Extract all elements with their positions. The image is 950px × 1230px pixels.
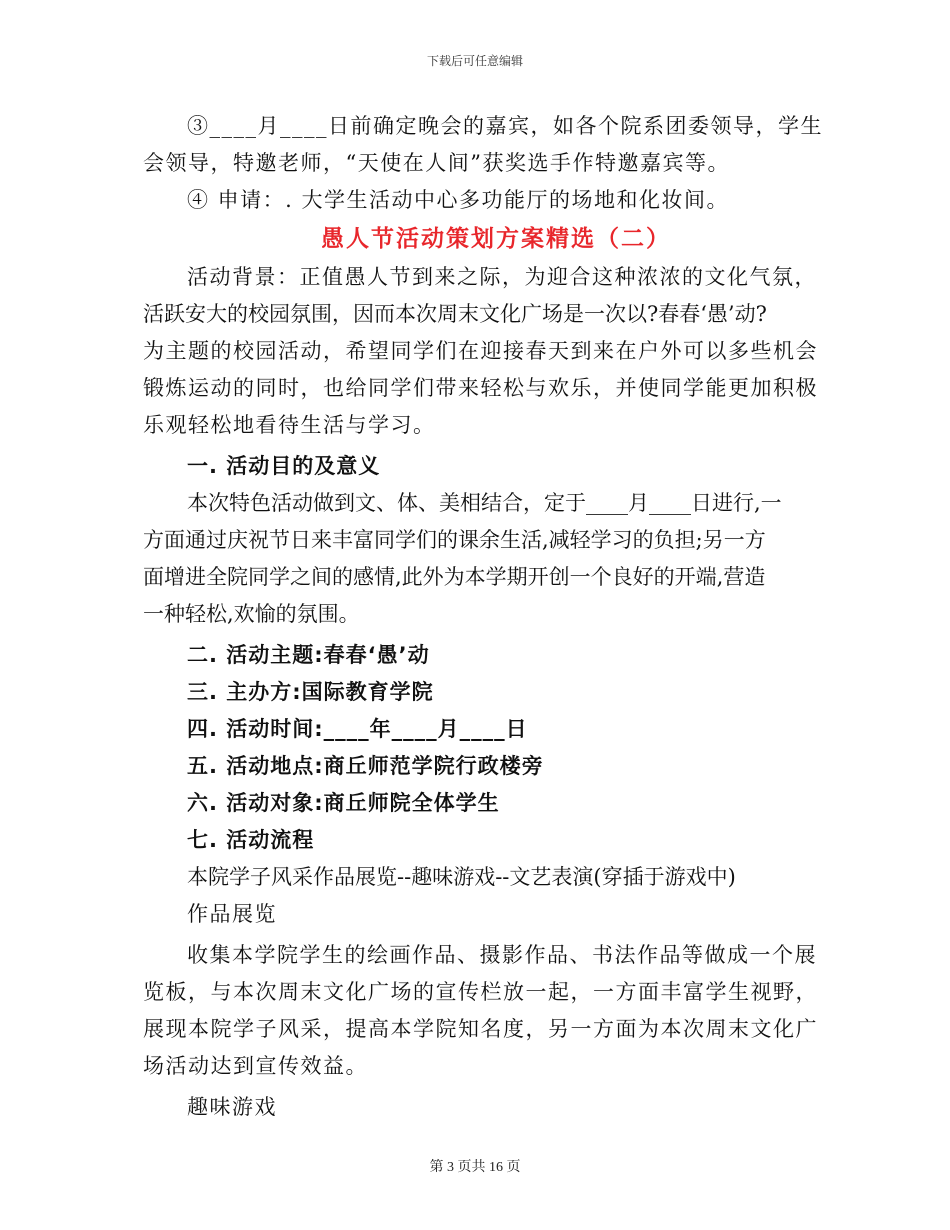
text-line: 览板，与本次周末文化广场的宣传栏放一起，一方面丰富学生视野，: [143, 980, 818, 1004]
text-line: 会领导，特邀老师，“天使在人间”获奖选手作特邀嘉宾等。: [143, 151, 730, 175]
text-line: 为主题的校园活动，希望同学们在迎接春天到来在户外可以多些机会: [143, 339, 818, 363]
text-line: 活动背景：正值愚人节到来之际，为迎合这种浓浓的文化气氛，: [187, 265, 817, 289]
text-line: ③____月____日前确定晚会的嘉宾，如各个院系团委领导，学生: [187, 114, 823, 138]
paragraph-purpose: [143, 485, 805, 633]
paragraph-guests: [143, 108, 823, 182]
text-line: 活跃安大的校园氛围，因而本次周末文化广场是一次以?春春‘愚’动?: [143, 302, 767, 326]
text-line: 一种轻松,欢愉的氛围。: [143, 602, 360, 626]
text-line: 面增进全院同学之间的感情,此外为本学期开创一个良好的开端,营造: [143, 565, 766, 589]
document-title: 愚人节活动策划方案精选（二）: [321, 226, 671, 252]
section-heading-location: 五. 活动地点:商丘师范学院行政楼旁: [187, 754, 544, 778]
section-heading-organizer: 三. 主办方:国际教育学院: [187, 680, 434, 704]
section-heading-time: 四. 活动时间:____年____月____日: [187, 717, 528, 741]
document-body: [143, 108, 823, 1126]
text-line: 方面通过庆祝节日来丰富同学们的课余生活,减轻学习的负担;另一方: [143, 528, 766, 552]
text-line: 锻炼运动的同时，也给同学们带来轻松与欢乐，并使同学能更加积极: [143, 376, 818, 400]
text-line: 本院学子风采作品展览--趣味游戏--文艺表演(穿插于游戏中): [187, 865, 736, 889]
page-footer: 第 3 页共 16 页: [429, 1160, 521, 1175]
section-heading-audience: 六. 活动对象:商丘师院全体学生: [187, 791, 500, 815]
text-line: 乐观轻松地看待生活与学习。: [143, 413, 436, 437]
paragraph-exhibit: [143, 937, 818, 1085]
paragraph-flow-summary: [143, 859, 805, 933]
paragraph-games: [143, 1089, 805, 1126]
subheading-exhibit: 作品展览: [187, 902, 277, 926]
section-heading-theme: 二. 活动主题:春春‘愚’动: [187, 643, 430, 667]
section-heading-purpose: 一. 活动目的及意义: [187, 454, 381, 478]
section-heading-flow: 七. 活动流程: [187, 828, 315, 852]
paragraph-background: [143, 259, 818, 444]
text-line: ④ 申请：. 大学生活动中心多功能厅的场地和化妆间。: [187, 188, 730, 212]
paragraph-item4: [143, 182, 805, 219]
text-line: 本次特色活动做到文、体、美相结合，定于____月____日进行,一: [187, 491, 782, 515]
text-line: 展现本院学子风采，提高本学院知名度，另一方面为本次周末文化广: [143, 1017, 818, 1041]
subheading-games: 趣味游戏: [187, 1095, 277, 1119]
text-line: 场活动达到宣传效益。: [143, 1054, 368, 1078]
page-header: 下载后可任意编辑: [426, 54, 523, 68]
text-line: 收集本学院学生的绘画作品、摄影作品、书法作品等做成一个展: [187, 943, 817, 967]
